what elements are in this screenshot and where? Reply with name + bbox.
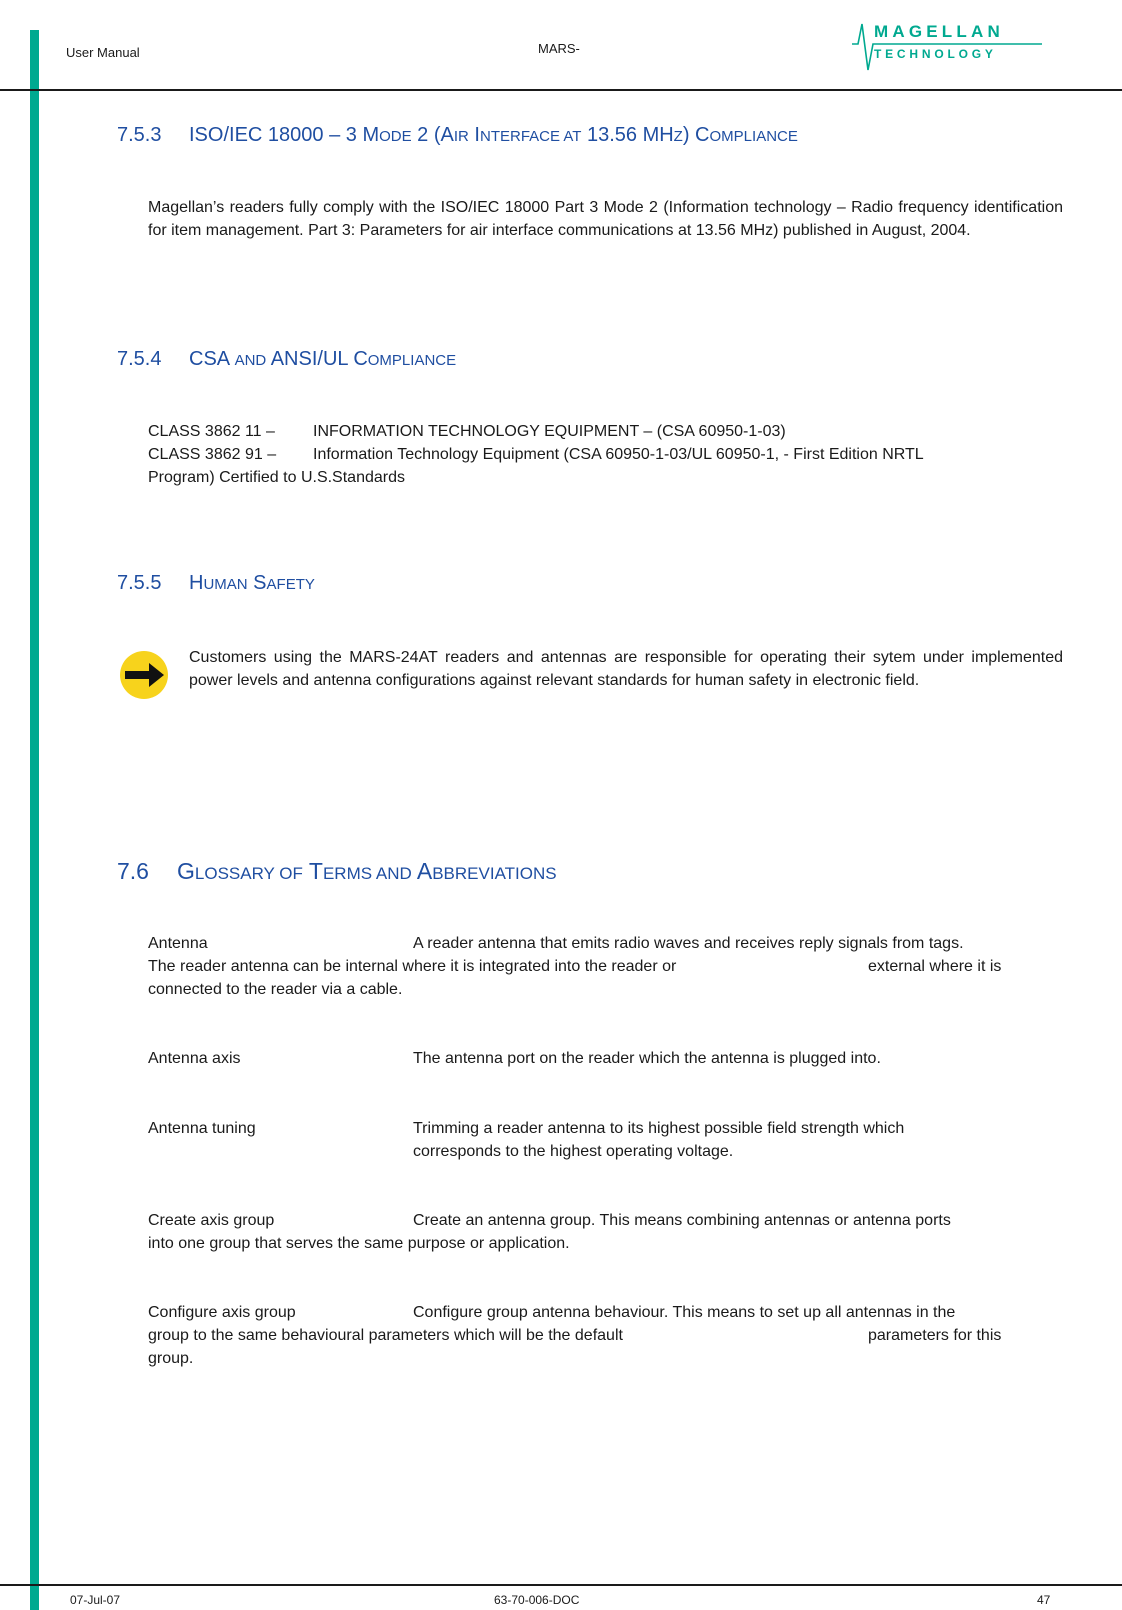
footer-date: 07-Jul-07 [70,1593,121,1607]
glossary-def-configure-axis-group-line1: Configure group antenna behaviour. This means to set up all antennas in the [413,1304,956,1321]
footer-doc-id: 63-70-006-DOC [494,1593,580,1607]
class-2-code: CLASS 3862 91 – [148,446,277,463]
glossary-def-create-axis-group-line2: into one group that serves the same purpose or application. [148,1235,570,1252]
glossary-term-configure-axis-group: Configure axis group [148,1304,296,1321]
arrow-right-warning-icon [119,650,169,700]
glossary-term-antenna-axis: Antenna axis [148,1050,241,1067]
heading-7-5-3: 7.5.3 ISO/IEC 18000 – 3 MODE 2 (AIR INTERFACE AT 13.56 MHZ) COMPLIANCE [117,124,798,146]
heading-7-5-5: 7.5.5 HUMAN SAFETY [117,572,315,594]
class-2-text: Information Technology Equipment (CSA 60950-1-03/UL 60950-1, - First Edition NRTL [313,446,924,463]
magellan-logo [852,0,1042,88]
paragraph-iso-compliance: Magellan’s readers fully comply with the ISO/IEC 18000 Part 3 Mode 2 (Information technology – Radio frequency identification for item management. Part 3: Parameters for air interface communications at 13.56 MHz) published in August, 2004. [148,199,1063,239]
glossary-def-antenna-line2b: external where it is [868,958,1002,975]
glossary-term-create-axis-group: Create axis group [148,1212,275,1229]
glossary-def-antenna-axis: The antenna port on the reader which the antenna is plugged into. [413,1050,881,1067]
header-doc-type: User Manual [66,45,140,60]
glossary-def-create-axis-group-line1: Create an antenna group. This means combining antennas or antenna ports [413,1212,951,1229]
footer-rule [0,1584,1122,1586]
glossary-def-antenna-tuning-line1: Trimming a reader antenna to its highest possible field strength which [413,1120,905,1137]
class-1-code: CLASS 3862 11 – [148,423,275,440]
glossary-def-antenna-line3: connected to the reader via a cable. [148,981,403,998]
glossary-def-antenna-line2a: The reader antenna can be internal where it is integrated into the reader or [148,958,677,975]
footer-page-number: 47 [1037,1593,1051,1607]
svg-text:TECHNOLOGY: TECHNOLOGY [874,47,997,61]
class-2-continuation: Program) Certified to U.S.Standards [148,469,405,486]
glossary-def-antenna-line1: A reader antenna that emits radio waves and receives reply signals from tags. [413,935,964,952]
glossary-def-configure-axis-group-line2b: parameters for this [868,1327,1002,1344]
glossary-def-configure-axis-group-line2a: group to the same behavioural parameters which will be the default [148,1327,623,1344]
glossary-def-configure-axis-group-line3: group. [148,1350,194,1367]
heading-7-5-4: 7.5.4 CSA AND ANSI/UL COMPLIANCE [117,348,457,370]
glossary-term-antenna: Antenna [148,935,208,952]
header-product: MARS- [538,41,580,56]
class-1-text: INFORMATION TECHNOLOGY EQUIPMENT – (CSA 60950-1-03) [313,423,786,440]
svg-text:MAGELLAN: MAGELLAN [874,22,1004,41]
paragraph-human-safety: Customers using the MARS-24AT readers and antennas are responsible for operating their sytem under implemented power levels and antenna configurations against relevant standards for human safety in electronic field. [189,649,1063,689]
left-accent-bar [30,30,39,1610]
header-rule [0,89,1122,91]
heading-7-6: 7.6 GLOSSARY OF TERMS AND ABBREVIATIONS [117,858,557,884]
glossary-def-antenna-tuning-line2: corresponds to the highest operating voltage. [413,1143,734,1160]
glossary-term-antenna-tuning: Antenna tuning [148,1120,256,1137]
